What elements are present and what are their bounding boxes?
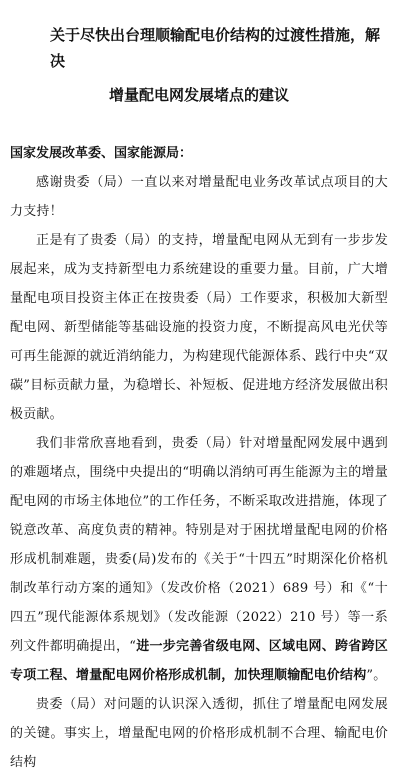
paragraph-3-text: 我们非常欣喜地看到，贵委（局）针对增量配网发展中遇到的难题堵点，围绕中央提出的“明确以消纳可再生能源为主的增量配电网的市场主体地位”的工作任务，不断采取改进措施，体现了锐意改革、高度负责的精神。特别是对于困扰增量配电网的价格形成机制难题，贵委(局)发布的《关于“十四五”时期深化价格机制改革行动方案的通知》（发改价格（2021）689 号）和《“十四五”现代能源体系规划》（发改能源（2022）210 号）等一系列文件都明确提出，“ [10, 436, 388, 654]
paragraph-3-end: ”。 [366, 668, 387, 683]
paragraph-4: 贵委（局）对问题的认识深入透彻，抓住了增量配电网发展的关键。事实上，增量配电网的价格形成机制不合理、输配电价结构 [10, 697, 388, 770]
addressee: 国家发展改革委、国家能源局： [10, 146, 193, 161]
paragraph-2: 正是有了贵委（局）的支持，增量配电网从无到有一步步发展起来，成为支持新型电力系统建设的重要力量。目前，广大增量配电项目投资主体正在按贵委（局）工作要求，积极加大新型配电网、新型储能等基础设施的投资力度，不断提高风电光伏等可再生能源的就近消纳能力，为构建现代能源体系、践行中央“双碳”目标贡献力量，为稳增长、补短板、促进地方经济发展做出积极贡献。 [10, 233, 388, 422]
document-title-line-1: 关于尽快出台理顺输配电价结构的过渡性措施，解决 [50, 26, 381, 70]
paragraph-3 [10, 429, 388, 690]
document-title-line-2: 增量配电网发展堵点的建议 [108, 86, 289, 104]
paragraph-3-bold-quote: 进一步完善省级电网、区域电网、跨省跨区专项工程、增量配电网价格形成机制，加快理顺输配电价结构 [10, 639, 388, 683]
paragraph-1: 感谢贵委（局）一直以来对增量配电业务改革试点项目的大力支持！ [10, 175, 388, 219]
